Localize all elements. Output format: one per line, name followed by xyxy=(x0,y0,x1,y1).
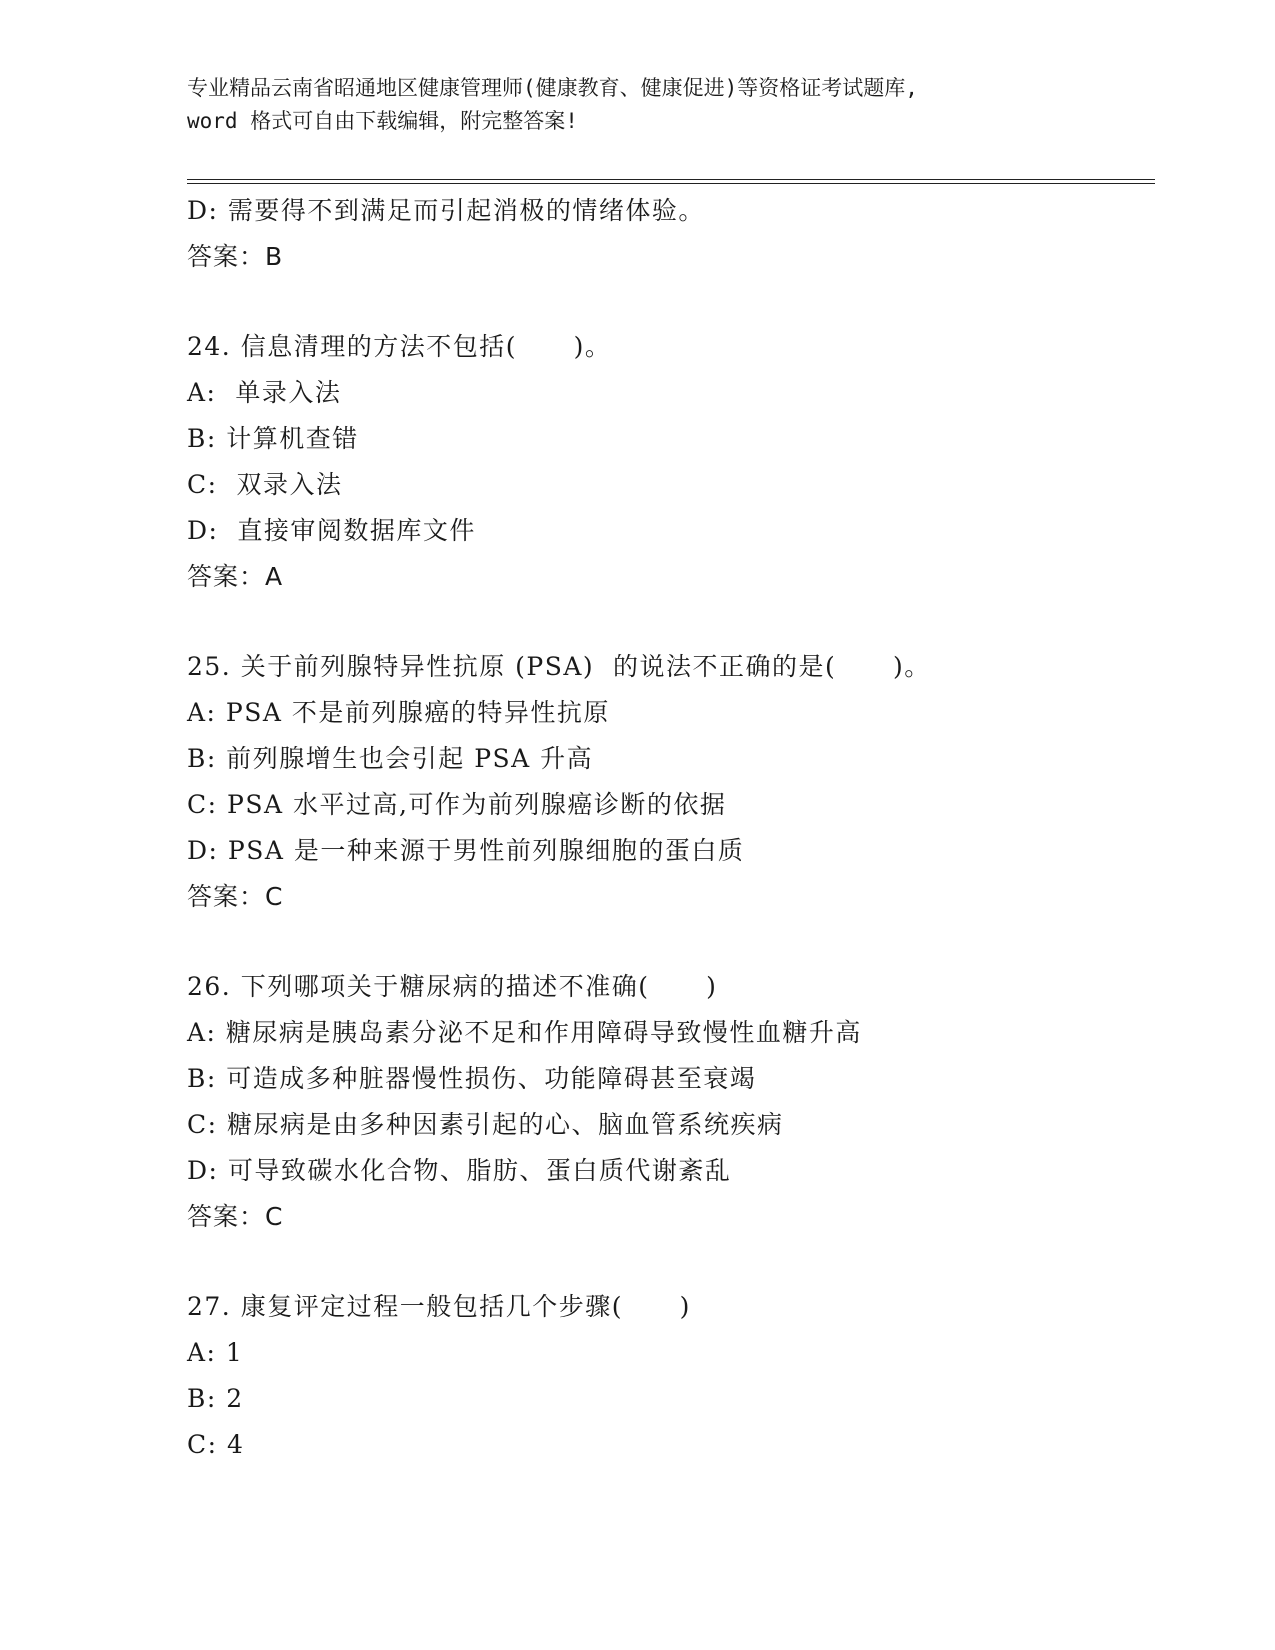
option-c: C: 4 xyxy=(187,1430,245,1459)
header-line-1: 专业精品云南省昭通地区健康管理师(健康教育、健康促进)等资格证考试题库, xyxy=(187,76,918,100)
question-stem: 27. 康复评定过程一般包括几个步骤( ) xyxy=(187,1292,691,1321)
option-d: D: 直接审阅数据库文件 xyxy=(187,516,476,545)
answer-line: 答案：C xyxy=(187,882,284,911)
option-b: B: 2 xyxy=(187,1384,244,1413)
option-b: B: 计算机查错 xyxy=(187,424,359,453)
question-25 xyxy=(187,644,1155,920)
option-c: C: 糖尿病是由多种因素引起的心、脑血管系统疾病 xyxy=(187,1110,784,1139)
answer-line: 答案：C xyxy=(187,1202,284,1231)
option-d: D: 可导致碳水化合物、脂肪、蛋白质代谢紊乱 xyxy=(187,1156,732,1185)
header-line-2: word 格式可自由下载编辑，附完整答案! xyxy=(187,109,578,133)
option-a: A: PSA 不是前列腺癌的特异性抗原 xyxy=(187,698,610,727)
option-d: D: 需要得不到满足而引起消极的情绪体验。 xyxy=(187,196,705,225)
option-a: A: 单录入法 xyxy=(187,378,342,407)
option-a: A: 糖尿病是胰岛素分泌不足和作用障碍导致慢性血糖升高 xyxy=(187,1018,862,1047)
answer-line: 答案：B xyxy=(187,242,284,271)
option-a: A: 1 xyxy=(187,1338,244,1367)
question-stem: 26. 下列哪项关于糖尿病的描述不准确( ) xyxy=(187,972,718,1001)
option-b: B: 可造成多种脏器慢性损伤、功能障碍甚至衰竭 xyxy=(187,1064,757,1093)
question-stem: 25. 关于前列腺特异性抗原 (PSA) 的说法不正确的是( )。 xyxy=(187,652,931,681)
question-23-tail xyxy=(187,188,1155,280)
question-26 xyxy=(187,964,1155,1240)
question-list xyxy=(187,188,1155,1468)
option-b: B: 前列腺增生也会引起 PSA 升高 xyxy=(187,744,594,773)
question-stem: 24. 信息清理的方法不包括( )。 xyxy=(187,332,612,361)
answer-line: 答案：A xyxy=(187,562,284,591)
option-c: C: 双录入法 xyxy=(187,470,343,499)
header-divider xyxy=(187,179,1155,184)
question-24 xyxy=(187,324,1155,600)
question-27 xyxy=(187,1284,1155,1468)
page-header xyxy=(187,72,1087,138)
option-c: C: PSA 水平过高,可作为前列腺癌诊断的依据 xyxy=(187,790,727,819)
option-d: D: PSA 是一种来源于男性前列腺细胞的蛋白质 xyxy=(187,836,745,865)
